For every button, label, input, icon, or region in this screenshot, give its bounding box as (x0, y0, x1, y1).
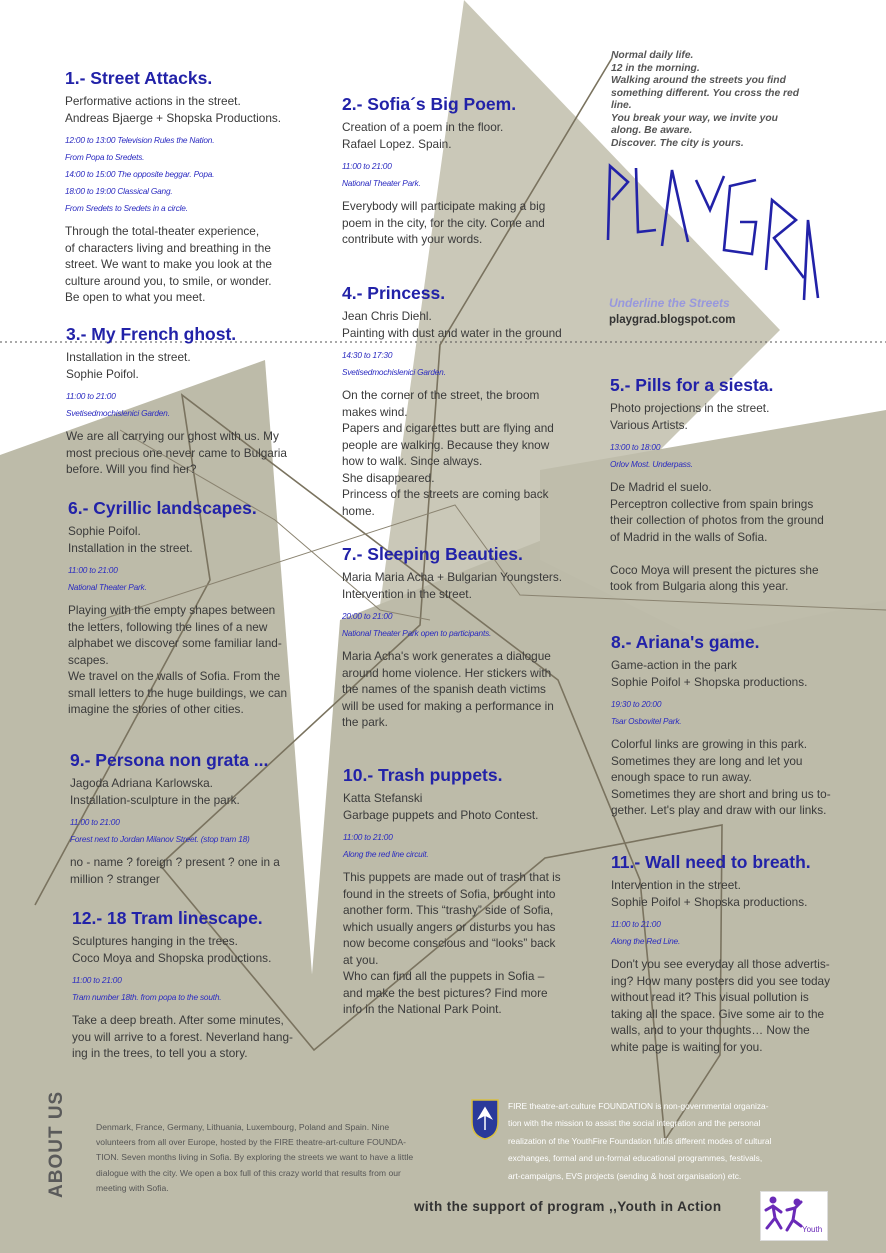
youth-logo-label: Youth (802, 1225, 823, 1234)
section-1: 1.- Street Attacks. Performative actions in the street. Andreas Bjaerge + Shopska Productions. 12:00 to 13:00 Television Rules the Nation. From Popa to Sredets. 14:00 to 15:00 The opposite beggar. Popa. 18:00 to 19:00 Classical Gang. From Sredets to Sredets in a circle. Through the total-theater experience, of characters living and breathing in the street. We want to make you look at the culture around you, to smile, or wonder. Be open to what you meet. (65, 68, 282, 304)
section-title: 4.- Princess. (342, 283, 446, 303)
section-body: Through the total-theater experience, of characters living and breathing in the street. We want to make you look at the culture around you, to smile, or wonder. Be open to what you meet. (65, 224, 272, 304)
about-us-title: ABOUT US (46, 1090, 67, 1198)
section-title: 6.- Cyrillic landscapes. (68, 498, 257, 518)
section-11: 11.- Wall need to breath. Intervention in the street. Sophie Poifol + Shopska productions. 11:00 to 21:00 Along the Red Line. Don't you see everyday all those advertis- ing? How many posters did you see today without read it? This visual pollution is taking all the space. Give some air to the walls, and to your thoughts… Now the white page is waiting for you. (611, 852, 831, 1054)
playgrad-logo (606, 160, 820, 308)
section-body: De Madrid el suelo. Perceptron collective from spain brings their collection of photos from the ground of Madrid in the walls of Sofia. Coco Moya will present the pictures she took from Bulgaria along this year. (610, 480, 824, 593)
section-title: 10.- Trash puppets. (343, 765, 503, 785)
section-7: 7.- Sleeping Beauties. Maria Maria Acha + Bulgarian Youngsters. Intervention in the street. 20:00 to 21:00 National Theater Park open to participants. Maria Acha's work generates a dialogue around home violence. Her stickers with the names of the spanish death victims will be used for making a performance in the park. (342, 544, 563, 729)
schedule: 11:00 to 21:00 (72, 975, 122, 985)
fire-foundation-logo-icon (470, 1098, 500, 1140)
section-title: 2.- Sofia´s Big Poem. (342, 94, 517, 114)
section-5: 5.- Pills for a siesta. Photo projections in the street. Various Artists. 13:00 to 18:00 Orlov Most. Underpass. De Madrid el suelo. Perceptron collective from spain brings their collection of photos from the ground of Madrid in the walls of Sofia. Coco Moya will present the pictures she took from Bulgaria along this year. (610, 375, 824, 593)
schedule: 11:00 to 21:00 (66, 391, 116, 401)
section-body: Maria Acha's work generates a dialogue around home violence. Her stickers with the names of the spanish death victims will be used for making a performance in the park. (342, 649, 554, 729)
section-title: 11.- Wall need to breath. (611, 852, 811, 872)
section-body: no - name ? foreign ? present ? one in a million ? stranger (70, 855, 280, 886)
section-title: 12.- 18 Tram linescape. (72, 908, 263, 928)
support-statement: with the support of program ,,Youth in Action (414, 1199, 722, 1214)
schedule: 13:00 to 18:00 (610, 442, 661, 452)
schedule: 11:00 to 21:00 (68, 565, 118, 575)
section-title: 7.- Sleeping Beauties. (342, 544, 523, 564)
section-4: 4.- Princess. Jean Chris Diehl. Painting with dust and water in the ground 14:30 to 17:30 Svetisedmochislenici Garden. On the corner of the street, the broom makes wind. Papers and cigarettes butt are flying and people are walking. Because they know how to walk. Since always. She disappeared. Princess of the streets are coming back home. (342, 283, 562, 518)
schedule: 11:00 to 21:00 (343, 832, 393, 842)
blog-url[interactable]: playgrad.blogspot.com (609, 314, 736, 326)
schedule: 20:00 to 21:00 (342, 611, 393, 621)
schedule: 12:00 to 13:00 Television Rules the Nation. (65, 135, 215, 145)
section-body: On the corner of the street, the broom makes wind. Papers and cigarettes butt are flying and people are walking. Because they know how to walk. Since always. She disappeared. Princess of the streets are coming back home. (342, 388, 554, 518)
section-body: Colorful links are growing in this park. Sometimes they are long and let you enough space to run away. Sometimes they are short and bring us to- gether. Let's play and draw with our links. (611, 737, 831, 817)
section-body: Don't you see everyday all those advertis- ing? How many posters did you see today without read it? This visual pollution is taking all the space. Give some air to the walls, and to your thoughts… Now the white page is waiting for you. (611, 957, 831, 1054)
section-body: Take a deep breath. After some minutes, you will arrive to a forest. Neverland hang- ing in the trees, to tell you a story. (72, 1013, 293, 1060)
schedule: 11:00 to 21:00 (611, 919, 661, 929)
section-title: 8.- Ariana's game. (611, 632, 760, 652)
section-title: 5.- Pills for a siesta. (610, 375, 774, 395)
section-body: Playing with the empty shapes between the letters, following the lines of a new alphabet we discover some familiar land- scapes. We travel on the walls of Sofia. From the small letters to the huge buildings, we can imagine the stories of other cities. (68, 603, 288, 716)
tagline: Underline the Streets (609, 296, 730, 310)
section-body: This puppets are made out of trash that is found in the streets of Sofia, brought into another form. This “trashy” side of Sofia, which usually angers or disturbs you has now become conscious and “looks” back at you. Who can find all the puppets in Sofia – and make the best pictures? Find more info in the National Park Point. (343, 870, 561, 1016)
schedule: 11:00 to 21:00 (70, 817, 120, 827)
schedule: 11:00 to 21:00 (342, 161, 392, 171)
section-title: 9.- Persona non grata ... (70, 750, 269, 770)
about-us-text: Denmark, France, Germany, Lithuania, Luxembourg, Poland and Spain. Nine volunteers from all over Europe, hosted by the FIRE theatre-art-culture FOUNDA- TION. Seven months living in Sofia. By exploring the streets we want to have a little dialogue with the city. We open a box full of this crazy world that results from our meeting with Sofia. (96, 1122, 414, 1193)
section-12: 12.- 18 Tram linescape. Sculptures hanging in the trees. Coco Moya and Shopska productions. 11:00 to 21:00 Tram number 18th. from popa to the south. Take a deep breath. After some minutes, you will arrive to a forest. Neverland hang- ing in the trees, to tell you a story. (72, 908, 293, 1060)
schedule: 14:30 to 17:30 (342, 350, 393, 360)
section-6: 6.- Cyrillic landscapes. Sophie Poifol. Installation in the street. 11:00 to 21:00 National Theater Park. Playing with the empty shapes between the letters, following the lines of a new alphabet we discover some familiar land- scapes. We travel on the walls of Sofia. From the small letters to the huge buildings, we can imagine the stories of other cities. (68, 498, 288, 716)
section-title: 1.- Street Attacks. (65, 68, 213, 88)
section-3: 3.- My French ghost. Installation in the street. Sophie Poifol. 11:00 to 21:00 Svetisedmochislenici Garden. We are all carrying our ghost with us. My most precious one never came to Bulgaria before. Will you find her? (66, 324, 287, 476)
intro-text: Normal daily life. 12 in the morning. Walking around the streets you find something different. You cross the red line. You break your way, we invite you along. Be aware. Discover. The city is yours. (611, 50, 800, 149)
section-10: 10.- Trash puppets. Katta Stefanski Garbage puppets and Photo Contest. 11:00 to 21:00 Along the red line circuit. This puppets are made out of trash that is found in the streets of Sofia, brought into another form. This “trashy” side of Sofia, which usually angers or disturbs you has now become conscious and “looks” back at you. Who can find all the puppets in Sofia – and make the best pictures? Find more info in the National Park Point. (343, 765, 561, 1016)
section-body: Everybody will participate making a big poem in the city, for the city. Come and contribute with your words. (342, 199, 546, 246)
section-8: 8.- Ariana's game. Game-action in the park Sophie Poifol + Shopska productions. 19:30 to 20:00 Tsar Osbovitel Park. Colorful links are growing in this park. Sometimes they are long and let you enough space to run away. Sometimes they are short and bring us to- gether. Let's play and draw with our links. (611, 632, 831, 817)
foundation-text: FIRE theatre-art-culture FOUNDATION is non-governmental organiza- tion with the mission to assist the social integration and the personal realization of the YouthFire Foundation fulfils different modes of cultural exchanges, formal and un-formal educational programmes, festivals, art-campaigns, EVS projects (sending & host organisation) etc. (508, 1101, 772, 1181)
section-9: 9.- Persona non grata ... Jagoda Adriana Karlowska. Installation-sculpture in the park. 11:00 to 21:00 Forest next to Jordan Milanov Street. (stop tram 18) no - name ? foreign ? present ? one in a million ? stranger (70, 750, 280, 886)
schedule: 19:30 to 20:00 (611, 699, 662, 709)
section-title: 3.- My French ghost. (66, 324, 237, 344)
youth-in-action-logo (760, 1191, 828, 1241)
section-body: We are all carrying our ghost with us. My most precious one never came to Bulgaria before. Will you find her? (66, 429, 287, 476)
section-2: 2.- Sofia´s Big Poem. Creation of a poem in the floor. Rafael Lopez. Spain. 11:00 to 21:00 National Theater Park. Everybody will participate making a big poem in the city, for the city. Come and contribute with your words. (342, 94, 546, 246)
